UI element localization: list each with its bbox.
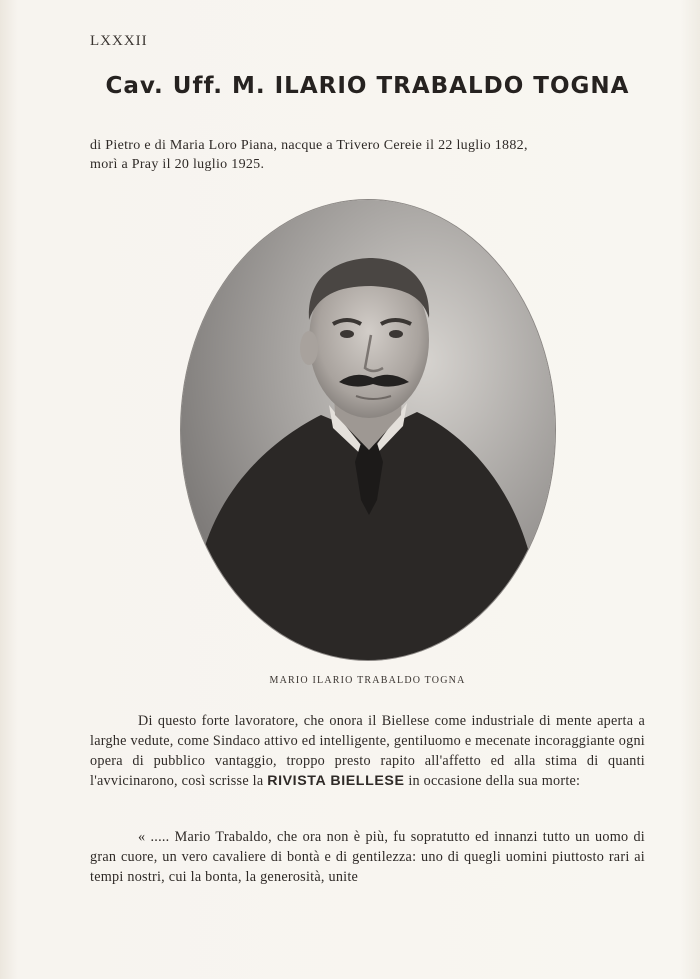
page-title: Cav. Uff. M. ILARIO TRABALDO TOGNA <box>105 73 630 99</box>
photo-caption: MARIO ILARIO TRABALDO TOGNA <box>269 675 466 686</box>
portrait-photo <box>181 200 555 660</box>
quoted-paragraph <box>90 827 645 887</box>
intro-line: di Pietro e di Maria Loro Piana, nacque a Trivero Cereie il 22 luglio 1882, <box>90 138 528 153</box>
page-number: LXXXII <box>90 33 148 49</box>
body-paragraph <box>90 711 645 791</box>
paragraph-text: Di questo forte lavoratore, che onora il Biellese come industriale di mente aperta a larghe vedute, come Sindaco attivo ed intelligente, gentiluomo e mecenate incoraggiante ogni opera di pubblico vantaggio, troppo presto rapito all'affetto ed alla stima di quanti l'avvicinarono, così scrisse la <box>90 713 645 789</box>
quote-text: « ..... Mario Trabaldo, che ora non è più, fu sopratutto ed innanzi tutto un uomo di gran cuore, un vero cavaliere di bontà e di gentilezza: uno di quegli uomini piuttosto rari ai tempi nostri, cui la bonta, la generosità, unite <box>90 829 645 885</box>
journal-name: RIVISTA BIELLESE <box>267 773 405 789</box>
biographical-intro <box>90 136 650 174</box>
intro-line: morì a Pray il 20 luglio 1925. <box>90 157 265 172</box>
paragraph-text: in occasione della sua morte: <box>408 773 581 789</box>
portrait-illustration <box>181 200 555 660</box>
